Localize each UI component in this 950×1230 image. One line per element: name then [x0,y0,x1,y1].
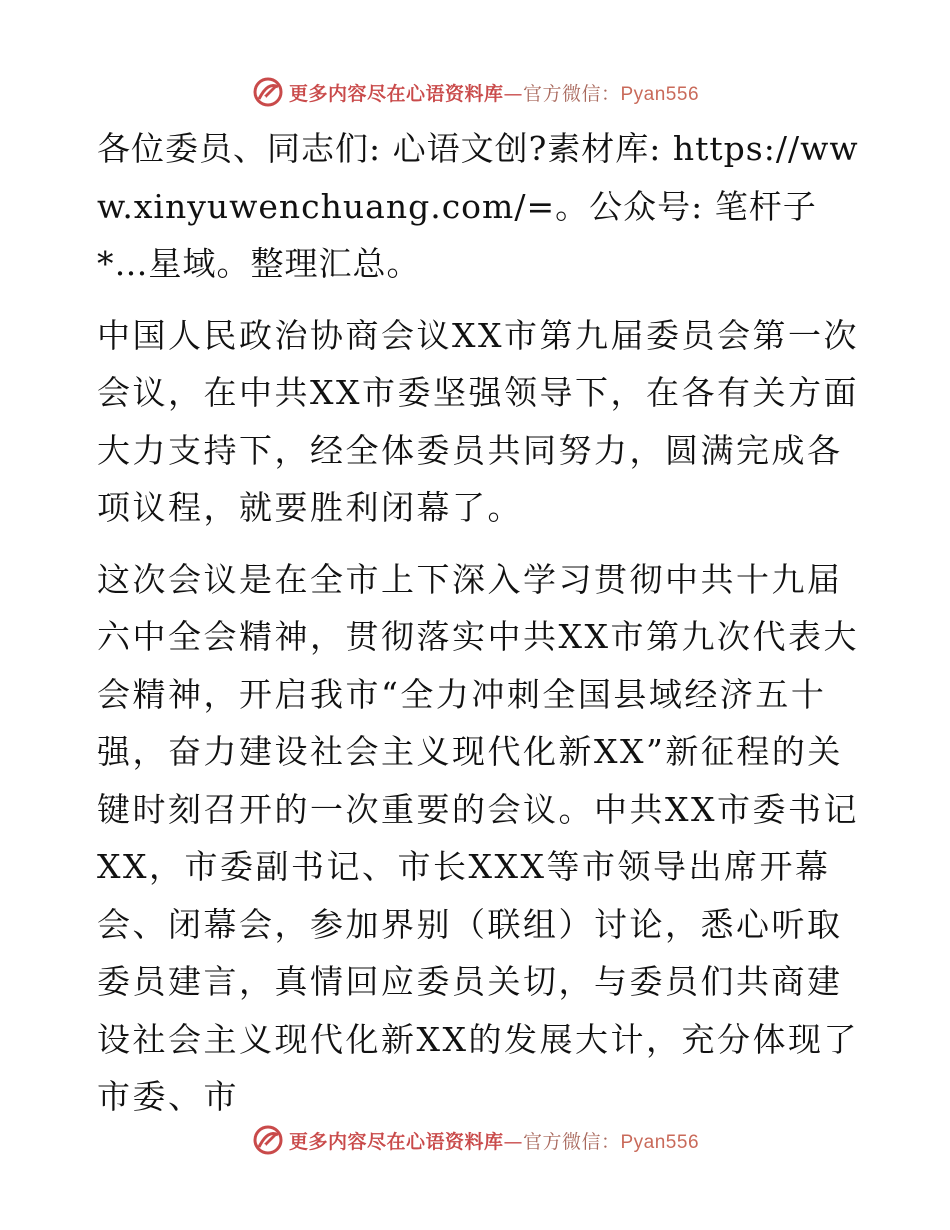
footer-text [289,1127,699,1154]
footer-swirl-pen-logo-icon [251,1123,285,1157]
header-wechat-id: Pyan556 [620,83,700,105]
footer-banner [0,1120,950,1160]
document-body [97,120,867,1140]
header-banner [0,72,950,112]
footer-dash: — [503,1130,523,1153]
footer-wechat-label: 官方微信： [522,1130,621,1153]
paragraph-opening: 中国人民政治协商会议XX市第九届委员会第一次会议，在中共XX市委坚强领导下，在各有关方面大力支持下，经全体委员共同努力，圆满完成各项议程，就要胜利闭幕了。 [97,315,859,527]
header-brand-text: 更多内容尽在心语资料库 [288,82,504,105]
paragraph-greeting: 各位委员、同志们: 心语文创?素材库: https://www.xinyuwenchuang.com/=。公众号: 笔杆子*…星域。整理汇总。 [97,129,859,283]
header-text [289,79,699,106]
footer-brand-text: 更多内容尽在心语资料库 [288,1130,504,1153]
footer-wechat-id: Pyan556 [620,1131,700,1153]
header-dash: — [503,82,523,105]
swirl-pen-logo-icon [251,75,285,109]
header-wechat-label: 官方微信： [522,82,621,105]
paragraph-context: 这次会议是在全市上下深入学习贯彻中共十九届六中全会精神，贯彻落实中共XX市第九次代表大会精神，开启我市“全力冲刺全国县域经济五十强，奋力建设社会主义现代化新XX”新征程的关键时刻召开的一次重要的会议。中共XX市委书记XX，市委副书记、市长XXX等市领导出席开幕会、闭幕会，参加界别（联组）讨论，悉心听取委员建言，真情回应委员关切，与委员们共商建设社会主义现代化新XX的发展大计，充分体现了市委、市 [97,559,859,1116]
